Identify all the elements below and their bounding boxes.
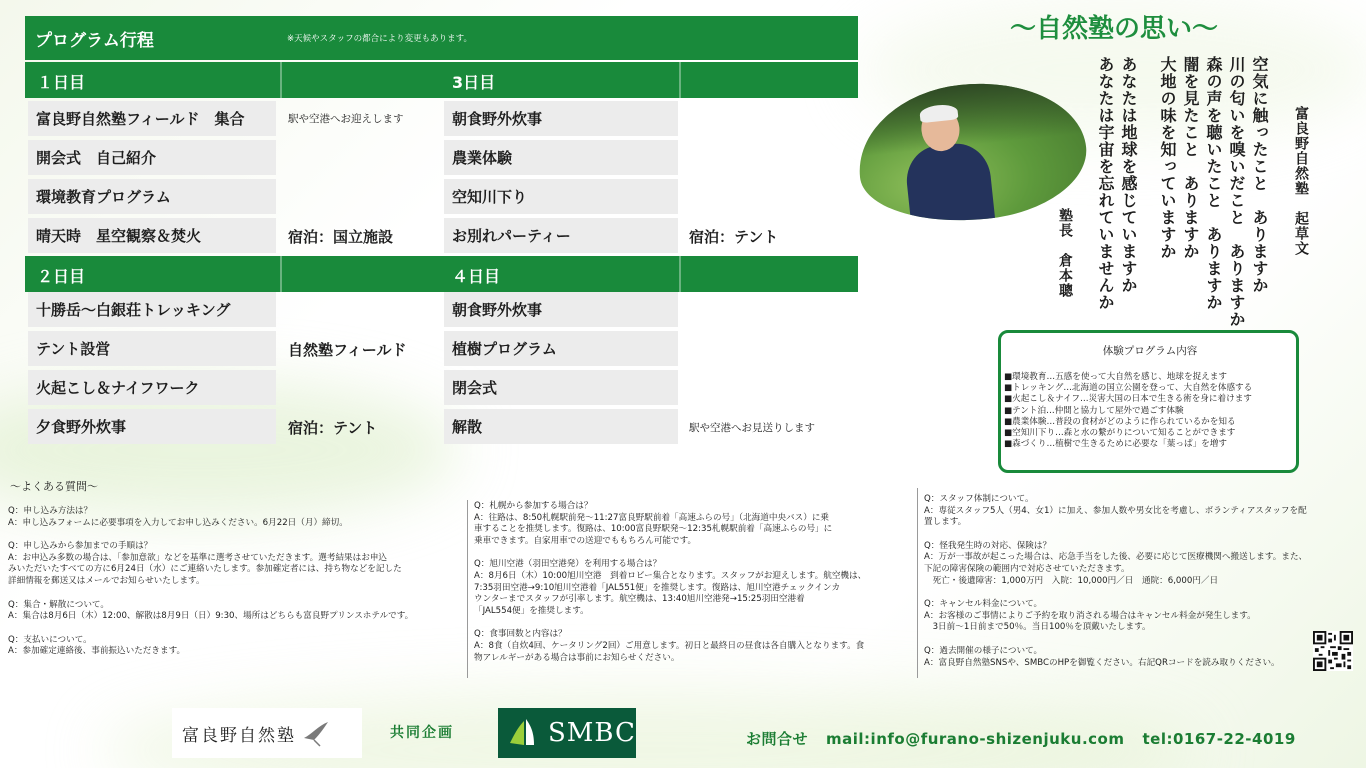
day3-label: 3日目 xyxy=(452,73,496,92)
day3-lodging: 宿泊：テント xyxy=(689,228,779,246)
rows-day2-day4 xyxy=(25,292,858,448)
faq-entry: Q：申し込み方法は？ A：申し込みフォームに必要事項を入力してお申し込みください。6月22日（月）締切。 xyxy=(8,506,348,528)
program-item: ■環境教育…五感を使って大自然を感じ、地球を捉えます xyxy=(1004,372,1227,382)
faq-heading: 〜よくある質問〜 xyxy=(10,480,98,493)
contact-info xyxy=(746,728,1296,749)
omoi-line: あなたは地球を感じていますか xyxy=(1119,56,1138,294)
contact-email[interactable]: mail:info@furano-shizenjuku.com xyxy=(826,730,1125,748)
omoi-title: 〜自然塾の思い〜 xyxy=(1010,14,1219,44)
schedule-header xyxy=(25,16,858,60)
program-item: ■森づくり…植樹で生きるために必要な「葉っぱ」を増す xyxy=(1004,439,1227,450)
schedule-note: ※天候やスタッフの都合により変更もあります。 xyxy=(287,34,472,44)
faq-entry: Q：申し込みから参加までの手順は？ A：お申込み多数の場合は、「参加意欲」などを基準に選考させていただきます。選考結果はお申込 みいただいたすべての方に6月24日（水）にご連絡いたします。参加確定者には、持ち物などを記した 詳細情報を郵送又はメールでお知らせいたします。 xyxy=(8,541,402,586)
day-bar-2-4 xyxy=(25,256,858,292)
bar-divider xyxy=(280,62,282,98)
omoi-heading: 富良野自然塾 起草文 xyxy=(1293,106,1309,256)
logo-text: 富良野自然塾 xyxy=(182,725,296,746)
schedule-title: プログラム行程 xyxy=(35,30,154,51)
day3-item: 空知川下り xyxy=(444,179,678,214)
omoi-line: 闇を見たこと ありますか xyxy=(1181,56,1200,260)
program-title: 体験プログラム内容 xyxy=(1102,345,1198,357)
faq-entry: Q：支払いについて。 A：参加確定連絡後、事前振込いただきます。 xyxy=(8,634,186,657)
bar-divider xyxy=(280,256,282,292)
day4-item: 解散 xyxy=(444,409,678,444)
faq-divider xyxy=(467,500,468,678)
bird-icon xyxy=(302,718,332,748)
faq-entry: Q：旭川空港（羽田空港発）を利用する場合は？ A：8月6日（木）10:00旭川空港 到着ロビー集合となります。スタッフがお迎えします。航空機は、 7:35羽田空港→9:10旭川空港着「JAL551便」を推奨します。復路は、旭川空港チェックインカ ウンターまでスタッフが引率します。航空機は、13:40旭川空港発→15:25羽田空港着 「JAL554便」を推奨します。 xyxy=(474,559,867,616)
faq-column-2 xyxy=(474,501,910,676)
program-item: ■農業体験…普段の食材がどのように作られているかを知る xyxy=(1004,416,1236,427)
faq-entry: Q：スタッフ体制について。 A：専従スタッフ5人（男4、女1）に加え、参加人数や男女比を考慮し、ボランティアスタッフを配 置します。 xyxy=(924,494,1307,528)
program-box xyxy=(998,330,1299,473)
omoi-author: 塾長 倉本聰 xyxy=(1057,208,1073,298)
program-schedule xyxy=(25,16,858,448)
day2-field: 自然塾フィールド xyxy=(288,341,407,359)
smbc-mark-icon xyxy=(508,717,536,749)
omoi-line: 大地の味を知っていますか xyxy=(1158,56,1177,260)
bar-divider xyxy=(679,62,681,98)
rows-day1-day3 xyxy=(25,98,858,254)
omoi-line: あなたは宇宙を忘れていませんか xyxy=(1096,56,1115,311)
day1-item: 晴天時 星空観察＆焚火 xyxy=(28,218,276,253)
faq-entry: Q：怪我発生時の対応、保険は？ A：万が一事故が起こった場合は、応急手当をした後、必要に応じて医療機関へ搬送します。また、 下記の障害保険の範囲内で対応させていただきます。 死亡・後遺障害：1,000万円 入院：10,000円／日 通院：6,000円／日 xyxy=(924,540,1308,586)
program-item: ■トレッキング…北海道の国立公園を登って、大自然を体感する xyxy=(1004,383,1253,394)
faq-entry: Q：札幌から参加する場合は？ A：往路は、8:50札幌駅前発〜11:27富良野駅前着「高速ふらの号」（北海道中央バス）に乗 車することを推奨します。復路は、10:00富良野駅発〜12:35札幌駅前着「高速ふらの号」に 乗車できます。自家用車での送迎でももちろん可能です。 xyxy=(474,501,833,546)
day1-label: １日目 xyxy=(37,73,86,92)
day2-lodging: 宿泊：テント xyxy=(288,419,378,437)
day2-item: 火起こし＆ナイフワーク xyxy=(28,370,276,405)
faq-entry: Q：集合・解散について。 A：集合は8月6日（木）12:00、解散は8月9日（日）9:30、場所はどちらも富良野プリンスホテルです。 xyxy=(8,599,414,622)
day4-item: 閉会式 xyxy=(444,370,678,405)
program-item: ■空知川下り…森と水の繋がりについて知ることができます xyxy=(1004,428,1236,439)
day3-item: 農業体験 xyxy=(444,140,678,175)
day3-item: 朝食野外炊事 xyxy=(444,101,678,136)
day-bar-1-3 xyxy=(25,62,858,98)
day2-item: 夕食野外炊事 xyxy=(28,409,276,444)
faq-entry: Q：キャンセル料金について。 A：お客様のご事情によりご予約を取り消される場合はキャンセル料金が発生します。 3日前〜1日前まで50％。当日100％を頂戴いたします。 xyxy=(924,599,1256,633)
day4-item: 植樹プログラム xyxy=(444,331,678,366)
program-item: ■火起こし＆ナイフ…災害大国の日本で生きる術を身に着けます xyxy=(1004,394,1252,405)
day2-item: テント設営 xyxy=(28,331,276,366)
day1-item: 環境教育プログラム xyxy=(28,179,276,214)
omoi-line: 森の声を聴いたこと ありますか xyxy=(1204,56,1223,311)
qr-code-icon[interactable] xyxy=(1313,631,1353,671)
faq-column-3 xyxy=(924,494,1324,681)
day2-label: ２日目 xyxy=(37,267,86,286)
furano-shizenjuku-logo xyxy=(172,708,362,758)
day4-label: ４日目 xyxy=(452,267,501,286)
smbc-logo-text: SMBC xyxy=(548,718,636,748)
sendoff-note: 駅や空港へお見送りします xyxy=(689,422,815,434)
day1-lodging: 宿泊：国立施設 xyxy=(288,228,394,246)
omoi-line: 空気に触ったこと ありますか xyxy=(1250,56,1269,294)
contact-label: お問合せ xyxy=(746,730,809,748)
day3-item: お別れパーティー xyxy=(444,218,678,253)
day1-item: 開会式 自己紹介 xyxy=(28,140,276,175)
bar-divider xyxy=(679,256,681,292)
omoi-line: 川の匂いを嗅いだこと ありますか xyxy=(1227,56,1246,328)
smbc-logo xyxy=(498,708,636,758)
contact-tel[interactable]: tel:0167-22-4019 xyxy=(1142,730,1296,748)
faq-column-1 xyxy=(8,506,463,670)
photo-person-body xyxy=(903,140,996,231)
day2-item: 十勝岳〜白銀荘トレッキング xyxy=(28,292,276,327)
faq-entry: Q：過去開催の様子について。 A：富良野自然塾SNSや、SMBCのHPを御覧ください。右記QRコードを読み取りください。 xyxy=(924,645,1280,668)
day1-item: 富良野自然塾フィールド 集合 xyxy=(28,101,276,136)
faq-divider xyxy=(917,488,918,678)
faq-entry: Q：食事回数と内容は？ A：8食（自炊4回、ケータリング2回）ご用意します。初日と最終日の昼食は各自購入となります。食 物アレルギーがある場合は事前にお知らせください。 xyxy=(474,629,865,663)
joint-planning-label: 共同企画 xyxy=(390,725,454,741)
program-item: ■テント泊…仲間と協力して屋外で過ごす体験 xyxy=(1004,405,1184,416)
day4-item: 朝食野外炊事 xyxy=(444,292,678,327)
pickup-note: 駅や空港へお迎えします xyxy=(288,113,404,125)
